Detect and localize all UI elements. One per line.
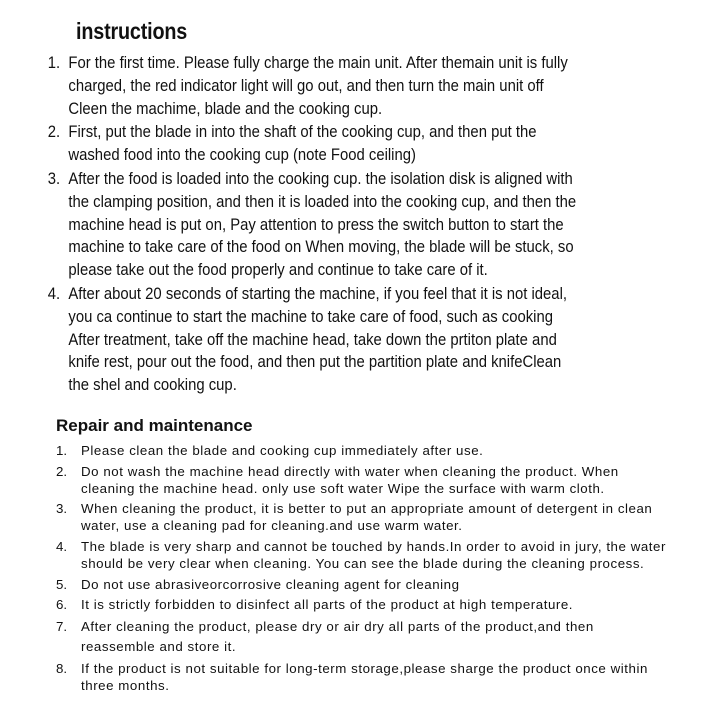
repair-text: If the product is not suitable for long-term storage,please sharge the product once within three months. (81, 660, 648, 694)
repair-text: After cleaning the product, please dry or air dry all parts of the product,and then reassemble and store it. (81, 618, 594, 654)
instruction-item-4 (0, 283, 616, 397)
repair-text: Do not use abrasiveorcorrosive cleaning agent for cleaning (81, 576, 460, 592)
repair-text: Do not wash the machine head directly with water when cleaning the product. When cleaning the machine head. only use soft water Wipe the surface with warm cloth. (81, 463, 619, 496)
repair-text: It is strictly forbidden to disinfect all parts of the product at high temperature. (81, 597, 574, 613)
instruction-text: For the first time. Please fully charge the main unit. After themain unit is fully charged, the red indicator light will go out, and then turn the main unit off Cleen the machime, blade and the cooking cup. (68, 54, 568, 118)
repair-item-2 (0, 463, 720, 497)
repair-number: 7. (56, 618, 68, 634)
instructions-list (0, 52, 720, 398)
repair-number: 6. (56, 597, 68, 613)
repair-item-7 (0, 617, 720, 657)
repair-item-5 (0, 576, 720, 593)
repair-text: When cleaning the product, it is better to put an appropriate amount of detergent in clean water, use a cleaning pad for cleaning.and use warm water. (81, 501, 653, 534)
repair-number: 4. (56, 538, 68, 554)
instructions-title: instructions (76, 18, 188, 44)
instruction-text: After the food is loaded into the cooking cup. the isolation disk is aligned with the clamping position, and then it is loaded into the cooking cup, and then the machine head is put on, Pay attention to press the switch button to start the machine to take care of the food on When moving, the blade will be stuck, so please take out the food properly and continue to take care of it. (68, 169, 577, 280)
repair-item-3 (0, 500, 720, 534)
repair-item-4 (0, 538, 720, 572)
instruction-number: 4. (47, 284, 61, 303)
repair-list (0, 442, 720, 698)
instruction-text: After about 20 seconds of starting the machine, if you feel that it is not ideal, you ca continue to start the machine to take care of food, such as cooking After treatment, take off the machine head, take down the prtiton plate and knife rest, pour out the food, and then put the partition plate and knifeClean the shel and cooking cup. (68, 284, 568, 395)
repair-item-1 (0, 442, 720, 459)
repair-text: The blade is very sharp and cannot be touched by hands.In order to avoid in jury, the water should be very clear when cleaning. You can see the blade during the cleaning process. (81, 538, 666, 572)
instruction-number: 1. (47, 54, 61, 72)
repair-item-8 (0, 660, 720, 694)
instruction-item-3 (0, 168, 616, 282)
repair-number: 3. (56, 501, 68, 517)
repair-text: Please clean the blade and cooking cup immediately after use. (81, 443, 484, 458)
repair-number: 8. (56, 660, 68, 676)
instruction-number: 3. (47, 169, 61, 188)
instruction-number: 2. (47, 123, 61, 142)
instruction-text: First, put the blade in into the shaft of the cooking cup, and then put the washed food into the cooking cup (note Food ceiling) (68, 123, 537, 165)
repair-title: Repair and maintenance (56, 416, 253, 435)
repair-number: 5. (56, 576, 68, 592)
instruction-item-2 (0, 121, 616, 167)
repair-number: 2. (56, 463, 68, 479)
instruction-item-1 (0, 52, 616, 120)
repair-item-6 (0, 596, 720, 613)
repair-number: 1. (56, 443, 68, 458)
